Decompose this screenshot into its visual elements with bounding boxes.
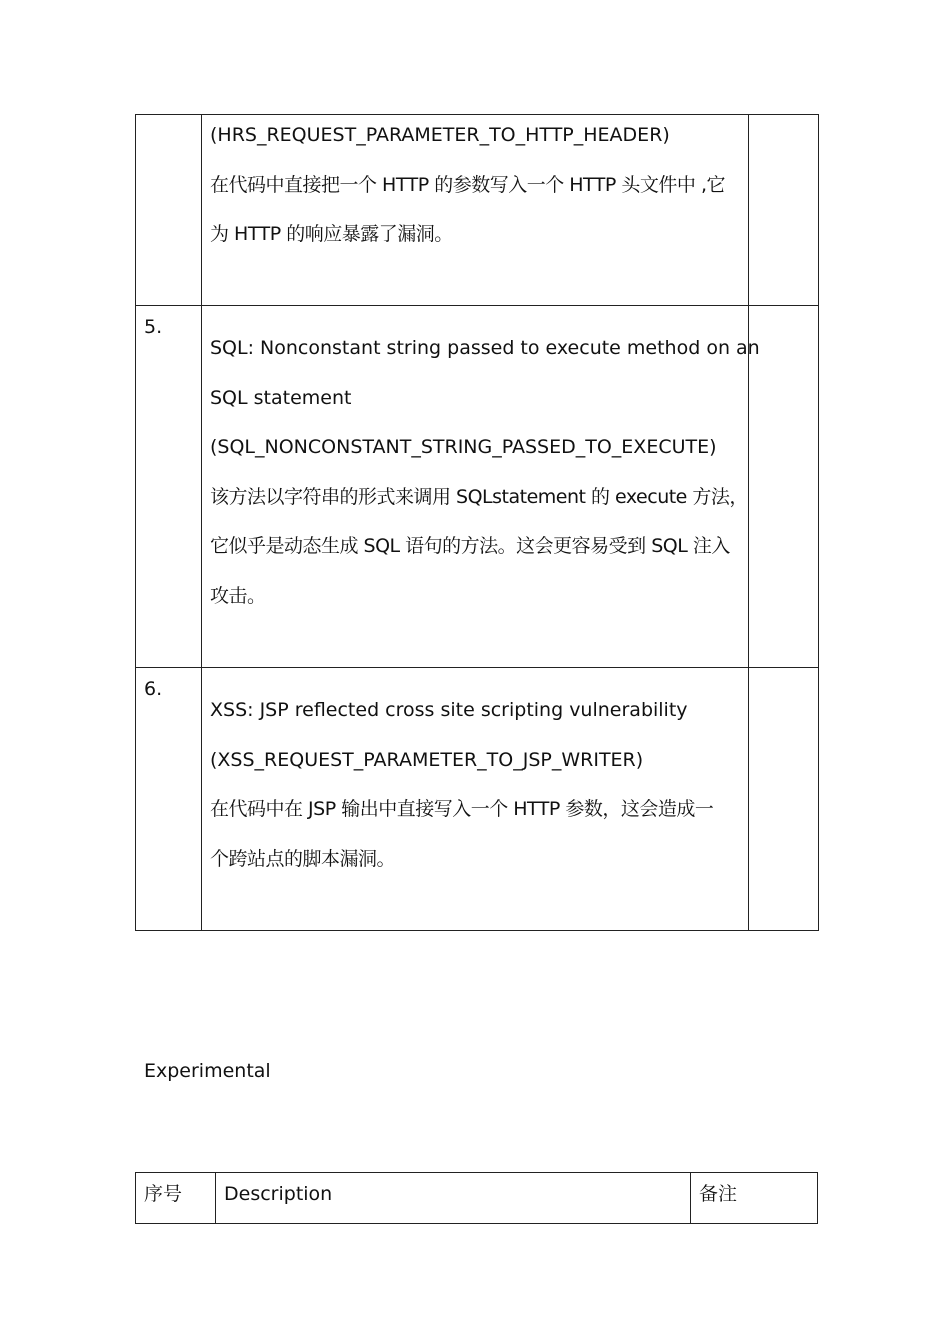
- pattern-title: SQL: Nonconstant string passed to execute method on an: [210, 337, 760, 359]
- row-remark: [749, 668, 819, 931]
- table-header-row: [136, 1173, 818, 1224]
- pattern-explanation: 该方法以字符串的形式来调用 SQLstatement 的 execute 方法，: [210, 485, 748, 508]
- column-header-remark: 备注: [691, 1173, 818, 1224]
- row-number: [136, 115, 202, 306]
- pattern-title: SQL statement: [210, 386, 352, 409]
- row-description: [202, 115, 749, 306]
- pattern-explanation: 攻击。: [210, 584, 266, 607]
- pattern-explanation: 在代码中直接把一个 HTTP 的参数写入一个 HTTP 头文件中 ,它: [210, 173, 725, 196]
- row-description: [202, 306, 760, 668]
- pattern-code: (HRS_REQUEST_PARAMETER_TO_HTTP_HEADER): [210, 124, 670, 146]
- pattern-explanation: 它似乎是动态生成 SQL 语句的方法。这会更容易受到 SQL 注入: [210, 535, 730, 557]
- row-remark: [749, 306, 819, 668]
- column-header-description: Description: [216, 1173, 691, 1224]
- experimental-table: [135, 1172, 818, 1224]
- table-row: [136, 306, 819, 668]
- pattern-explanation: 个跨站点的脚本漏洞。: [210, 847, 396, 870]
- section-heading: Experimental: [144, 1060, 271, 1082]
- row-description: [202, 668, 749, 931]
- pattern-code: (XSS_REQUEST_PARAMETER_TO_JSP_WRITER): [210, 748, 644, 771]
- pattern-explanation: 为 HTTP 的响应暴露了漏洞。: [210, 223, 453, 245]
- bug-patterns-table: [135, 114, 819, 931]
- pattern-code: (SQL_NONCONSTANT_STRING_PASSED_TO_EXECUTE): [210, 436, 717, 458]
- table-row: [136, 115, 819, 306]
- column-header-number: 序号: [136, 1173, 216, 1224]
- row-number: 6.: [136, 668, 202, 931]
- pattern-explanation: 在代码中在 JSP 输出中直接写入一个 HTTP 参数，这会造成一: [210, 798, 714, 820]
- table-row: [136, 668, 819, 931]
- row-remark: [749, 115, 819, 306]
- row-number: 5.: [136, 306, 202, 668]
- pattern-title: XSS: JSP reflected cross site scripting vulnerability: [210, 699, 688, 721]
